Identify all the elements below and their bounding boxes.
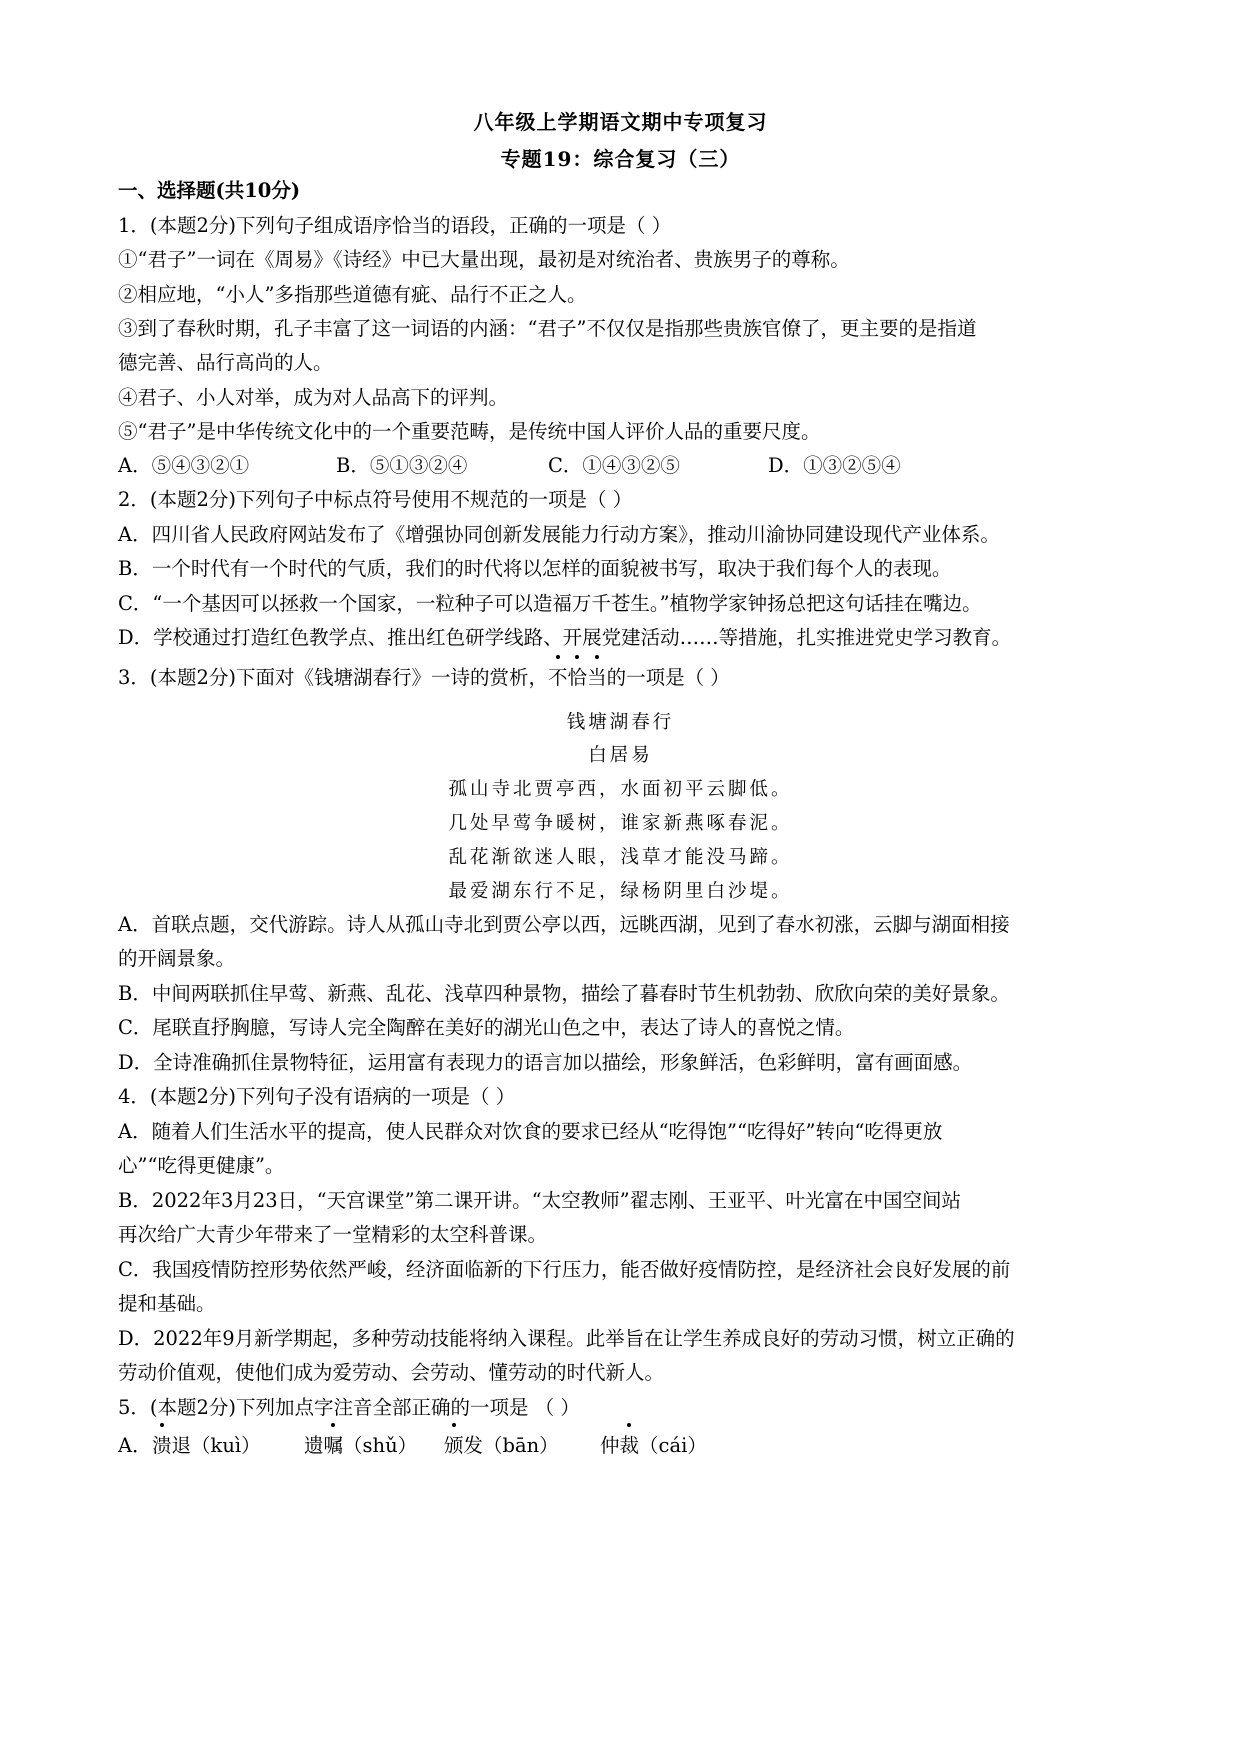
pinyin-word-rest: 发（bān） bbox=[463, 1434, 559, 1457]
pinyin-word-2 bbox=[304, 1432, 417, 1460]
question-1-sentence-3-cont: 德完善、品行高尚的人。 bbox=[118, 351, 333, 374]
pinyin-word-4 bbox=[600, 1432, 707, 1460]
question-5-option-a bbox=[118, 1432, 1128, 1460]
option-c: C．①④③②⑤ bbox=[548, 454, 680, 477]
document-title: 八年级上学期语文期中专项复习 bbox=[473, 110, 768, 134]
question-1-sentence-1: ①“君子”一词在《周易》《诗经》中已大量出现，最初是对统治者、贵族男子的尊称。 bbox=[118, 248, 850, 271]
question-2-option-d: D．学校通过打造红色教学点、推出红色研学线路、开展党建活动……等措施，扎实推进党史学习教育。 bbox=[118, 626, 1012, 649]
pinyin-word-rest: 退（kuì） bbox=[171, 1434, 261, 1457]
question-4-stem: 4．(本题2分)下列句子没有语病的一项是（ ） bbox=[118, 1085, 516, 1108]
poem-title: 钱塘湖春行 bbox=[566, 712, 675, 733]
question-1-sentence-4: ④君子、小人对举，成为对人品高下的评判。 bbox=[118, 386, 509, 409]
question-3-option-d: D．全诗准确抓住景物特征，运用富有表现力的语言加以描绘，形象鲜活，色彩鲜明，富有画面感。 bbox=[118, 1051, 973, 1074]
pinyin-word-1 bbox=[152, 1432, 261, 1460]
poem-line-4: 最爱湖东行不足，绿杨阴里白沙堤。 bbox=[448, 881, 793, 902]
question-1-sentence-2: ②相应地，“小人”多指那些道德有疵、品行不正之人。 bbox=[118, 283, 587, 306]
question-3-option-a: A．首联点题，交代游踪。诗人从孤山寺北到贾公亭以西，远眺西湖，见到了春水初涨，云脚与湖面相接 bbox=[118, 913, 1010, 936]
pinyin-word-rest: （cái） bbox=[639, 1434, 707, 1457]
question-1-sentence-5: ⑤“君子”是中华传统文化中的一个重要范畴，是传统中国人评价人品的重要尺度。 bbox=[118, 420, 821, 443]
poem-line-3: 乱花渐欲迷人眼，浅草才能没马蹄。 bbox=[448, 847, 793, 868]
question-4-option-a: A．随着人们生活水平的提高，使人民群众对饮食的要求已经从“吃得饱”“吃得好”转向“吃得更放 bbox=[118, 1120, 943, 1143]
question-2-option-a: A．四川省人民政府网站发布了《增强协同创新发展能力行动方案》，推动川渝协同建设现代产业体系。 bbox=[118, 523, 1000, 546]
question-3-option-c: C．尾联直抒胸臆，写诗人完全陶醉在美好的湖光山色之中，表达了诗人的喜悦之情。 bbox=[118, 1016, 855, 1039]
question-2-option-c: C．“一个基因可以拯救一个国家，一粒种子可以造福万千苍生。”植物学家钟扬总把这句话挂在嘴边。 bbox=[118, 592, 982, 615]
question-4-option-c: C．我国疫情防控形势依然严峻，经济面临新的下行压力，能否做好疫情防控，是经济社会良好发展的前 bbox=[118, 1258, 1011, 1281]
question-1-sentence-3: ③到了春秋时期，孔子丰富了这一词语的内涵：“君子”不仅仅是指那些贵族官僚了，更主要的是指道 bbox=[118, 317, 977, 340]
option-label: A． bbox=[118, 1434, 152, 1457]
option-a: A．⑤④③②① bbox=[118, 454, 250, 477]
question-5-stem: 5．(本题2分)下列加点字注音全部正确的一项是 （ ） bbox=[118, 1396, 580, 1419]
question-3-stem bbox=[118, 664, 1128, 692]
emphasis-char: 溃 bbox=[152, 1432, 172, 1460]
question-2-stem: 2．(本题2分)下列句子中标点符号使用不规范的一项是（ ） bbox=[118, 488, 633, 511]
question-3-stem-pre: 3．(本题2分)下面对《钱塘湖春行》一诗的赏析， bbox=[118, 666, 549, 689]
emphasis-char: 颁 bbox=[444, 1432, 464, 1460]
question-3-stem-post: 的一项是（ ） bbox=[606, 666, 730, 689]
question-4-option-b-cont: 再次给广大青少年带来了一堂精彩的太空科普课。 bbox=[118, 1223, 548, 1246]
pinyin-word-pre: 遗 bbox=[304, 1434, 324, 1457]
question-3-option-a-cont: 的开阔景象。 bbox=[118, 947, 236, 970]
question-3-option-b: B．中间两联抓住早莺、新燕、乱花、浅草四种景物，描绘了暮春时节生机勃勃、欣欣向荣的美好景象。 bbox=[118, 982, 1010, 1005]
poem-line-1: 孤山寺北贾亭西，水面初平云脚低。 bbox=[448, 779, 793, 800]
question-4-option-a-cont: 心”“吃得更健康”。 bbox=[118, 1154, 285, 1177]
emphasis-char: 当 bbox=[587, 664, 607, 692]
pinyin-word-rest: （shǔ） bbox=[343, 1434, 418, 1457]
question-4-option-d: D．2022年9月新学期起，多种劳动技能将纳入课程。此举旨在让学生养成良好的劳动习惯，树立正确的 bbox=[118, 1327, 1015, 1350]
section-heading: 一、选择题(共10分) bbox=[118, 179, 301, 202]
emphasis-char: 不 bbox=[548, 664, 568, 692]
document-subtitle: 专题19：综合复习（三） bbox=[500, 147, 741, 171]
poem-line-2: 几处早莺争暖树，谁家新燕啄春泥。 bbox=[448, 813, 793, 834]
pinyin-word-pre: 仲 bbox=[600, 1434, 620, 1457]
question-2-option-b: B．一个时代有一个时代的气质，我们的时代将以怎样的面貌被书写，取决于我们每个人的表现。 bbox=[118, 557, 952, 580]
option-b: B．⑤①③②④ bbox=[336, 454, 468, 477]
question-1-options bbox=[118, 452, 1128, 480]
poem-author: 白居易 bbox=[588, 745, 653, 766]
question-4-option-d-cont: 劳动价值观，使他们成为爱劳动、会劳动、懂劳动的时代新人。 bbox=[118, 1361, 665, 1384]
emphasis-char: 恰 bbox=[568, 664, 588, 692]
question-4-option-c-cont: 提和基础。 bbox=[118, 1292, 216, 1315]
emphasis-char: 裁 bbox=[620, 1432, 640, 1460]
option-d: D．①③②⑤④ bbox=[768, 454, 901, 477]
emphasis-char: 嘱 bbox=[324, 1432, 344, 1460]
question-4-option-b: B．2022年3月23日，“天宫课堂”第二课开讲。“太空教师”翟志刚、王亚平、叶光富在中国空间站 bbox=[118, 1189, 962, 1212]
pinyin-word-3 bbox=[444, 1432, 559, 1460]
question-1-stem: 1．(本题2分)下列句子组成语序恰当的语段，正确的一项是（ ） bbox=[118, 214, 672, 237]
